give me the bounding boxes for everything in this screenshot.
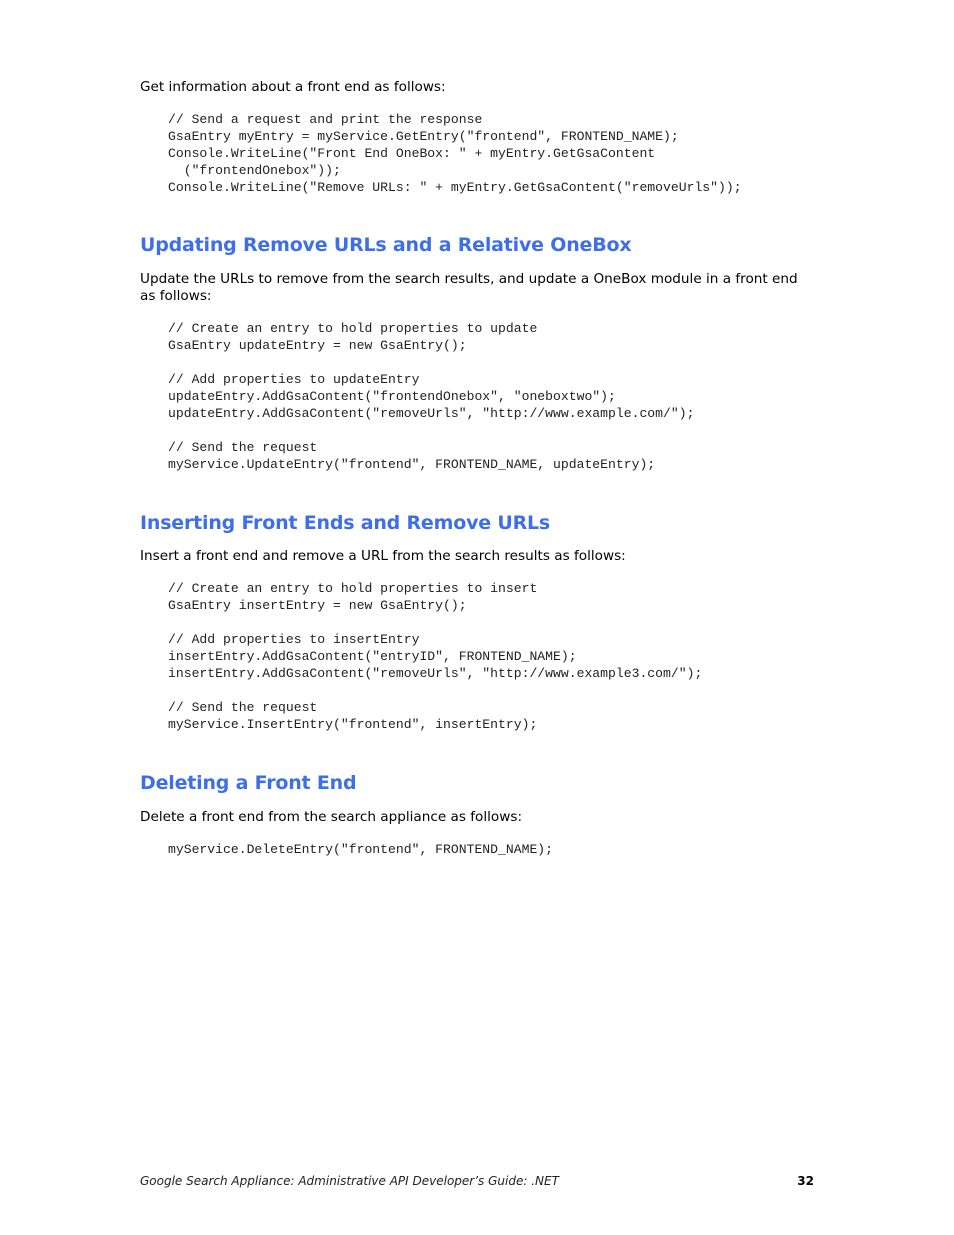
footer-document-title: Google Search Appliance: Administrative API Developer’s Guide: .NET bbox=[140, 1174, 559, 1188]
code-line: updateEntry.AddGsaContent("frontendOnebox", "oneboxtwo"); bbox=[168, 389, 616, 405]
code-line bbox=[168, 354, 694, 371]
section2-heading: Inserting Front Ends and Remove URLs bbox=[140, 512, 551, 534]
section1-heading: Updating Remove URLs and a Relative OneBox bbox=[140, 234, 632, 256]
footer-page-number: 32 bbox=[797, 1174, 814, 1188]
code-line: // Send the request bbox=[168, 440, 318, 456]
section2-intro: Insert a front end and remove a URL from the search results as follows: bbox=[140, 548, 626, 564]
section3-intro: Delete a front end from the search appliance as follows: bbox=[140, 809, 523, 825]
code-line: // Add properties to updateEntry bbox=[168, 372, 420, 388]
code-line: GsaEntry insertEntry = new GsaEntry(); bbox=[168, 598, 467, 614]
code-line bbox=[168, 422, 694, 439]
code-line: myService.InsertEntry("frontend", insertEntry); bbox=[168, 717, 538, 733]
code-line: updateEntry.AddGsaContent("removeUrls", "http://www.example.com/"); bbox=[168, 406, 695, 422]
code-line bbox=[168, 682, 702, 699]
code-line: myService.UpdateEntry("frontend", FRONTEND_NAME, updateEntry); bbox=[168, 457, 656, 473]
section3-heading: Deleting a Front End bbox=[140, 772, 357, 794]
code-line: // Create an entry to hold properties to insert bbox=[168, 581, 538, 596]
code-line: Console.WriteLine("Remove URLs: " + myEntry.GetGsaContent("removeUrls")); bbox=[168, 180, 742, 196]
code-line: insertEntry.AddGsaContent("entryID", FRONTEND_NAME); bbox=[168, 649, 577, 665]
code-line: // Send the request bbox=[168, 700, 318, 716]
section0-intro: Get information about a front end as follows: bbox=[140, 79, 446, 95]
code-line: myService.DeleteEntry("frontend", FRONTEND_NAME); bbox=[168, 842, 554, 857]
code-line: // Create an entry to hold properties to update bbox=[168, 321, 538, 336]
code-line: GsaEntry updateEntry = new GsaEntry(); bbox=[168, 338, 467, 354]
section1-code-block bbox=[168, 320, 694, 473]
section3-code-block bbox=[168, 841, 553, 858]
section2-code-block bbox=[168, 580, 702, 733]
code-line: insertEntry.AddGsaContent("removeUrls", "http://www.example3.com/"); bbox=[168, 666, 703, 682]
code-line: Console.WriteLine("Front End OneBox: " + myEntry.GetGsaContent bbox=[168, 146, 656, 162]
section1-intro: Update the URLs to remove from the search results, and update a OneBox module in a front end as follows: bbox=[140, 271, 798, 304]
code-line: // Send a request and print the response bbox=[168, 112, 483, 127]
code-line: GsaEntry myEntry = myService.GetEntry("frontend", FRONTEND_NAME); bbox=[168, 129, 679, 145]
code-line: ("frontendOnebox")); bbox=[168, 163, 341, 179]
code-line: // Add properties to insertEntry bbox=[168, 632, 420, 648]
section0-code-block bbox=[168, 111, 742, 196]
code-line bbox=[168, 614, 702, 631]
